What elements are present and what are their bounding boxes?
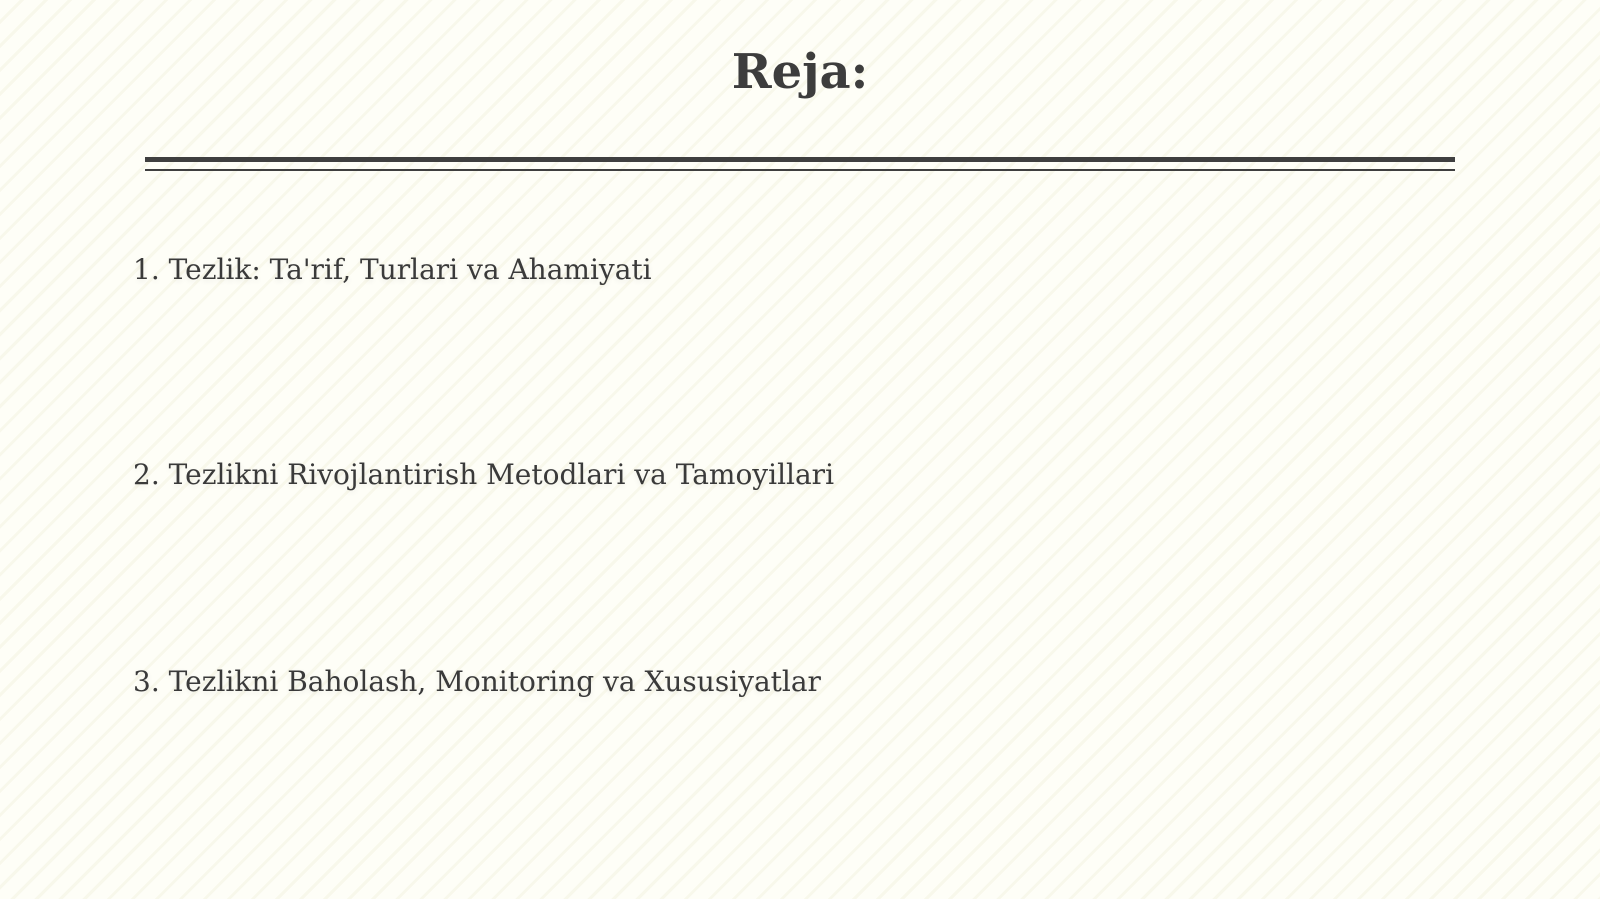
slide-title: Reja: (731, 44, 869, 100)
plan-item-3: 3. Tezlikni Baholash, Monitoring va Xususiyatlar (133, 665, 821, 698)
plan-item-2: 2. Tezlikni Rivojlantirish Metodlari va Tamoyillari (133, 458, 835, 491)
plan-item-1: 1. Tezlik: Ta'rif, Turlari va Ahamiyati (133, 253, 652, 286)
title-divider-thick (145, 157, 1455, 162)
title-divider-thin (145, 169, 1455, 171)
